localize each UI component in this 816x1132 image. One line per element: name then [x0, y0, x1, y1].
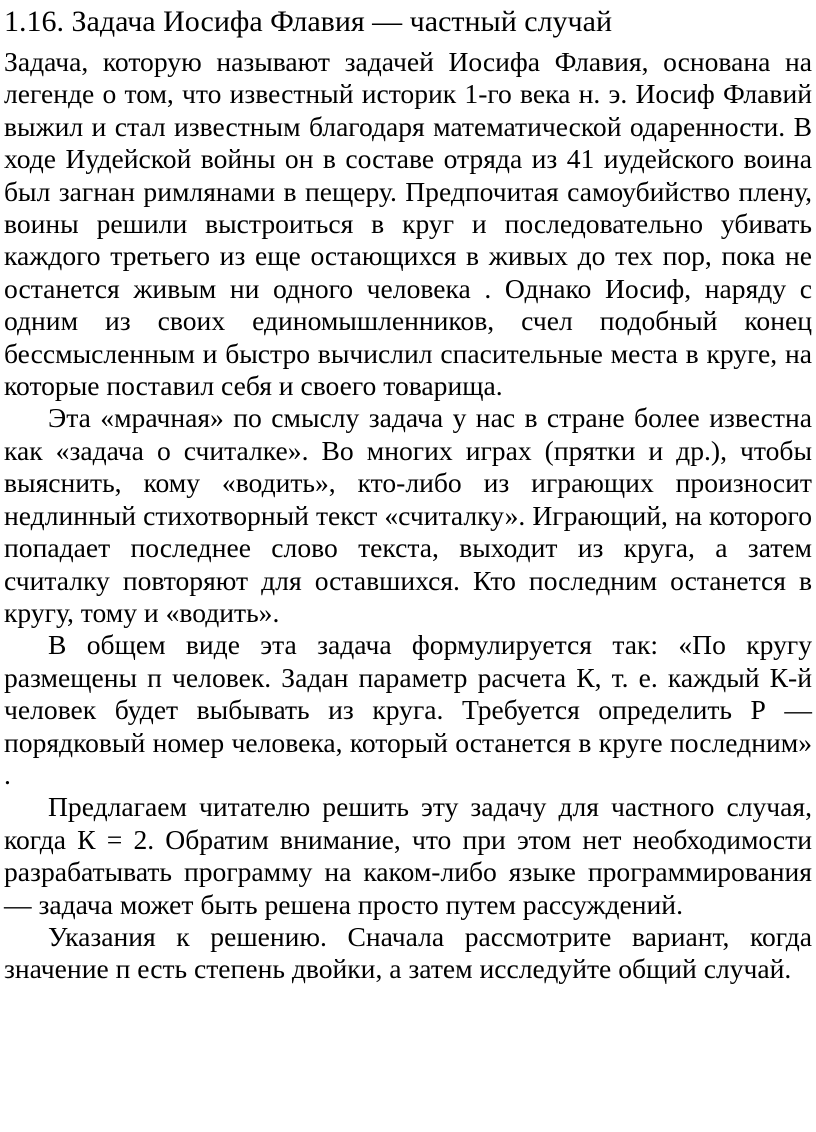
paragraph-general-formulation: В общем виде эта задача формулируется так: «По кругу размещены п человек. Задан параметр расчета К, т. е. каждый К-й человек будет выбывать из круга. Требуется определить Р — порядковый номер человека, который останется в круге последним» .: [4, 629, 812, 790]
paragraph-counting-rhyme: Эта «мрачная» по смыслу задача у нас в стране более известна как «задача о считалке». Во многих играх (прятки и др.), чтобы выяснить, кому «водить», кто-либо из играющих произносит недлинный стихотворный текст «считалку». Играющий, на которого попадает последнее слово текста, выходит из круга, а затем считалку повторяют для оставшихся. Кто последним останется в кругу, тому и «водить».: [4, 402, 812, 628]
paragraph-special-case: Предлагаем читателю решить эту задачу для частного случая, когда К = 2. Обратим внимание, что при этом нет необходимости разрабатывать программу на каком-либо языке программирования — задача может быть решена просто путем рассуждений.: [4, 791, 812, 920]
paragraph-hint: Указания к решению. Сначала рассмотрите вариант, когда значение п есть степень двойки, а затем исследуйте общий случай.: [4, 920, 812, 985]
section-title: 1.16. Задача Иосифа Флавия — частный случай: [4, 5, 613, 38]
paragraph-legend: Задача, которую называют задачей Иосифа Флавия, основана на легенде о том, что известный историк 1-го века н. э. Иосиф Флавий выжил и стал известным благодаря математической одаренности. В ходе Иудейской войны он в составе отряда из 41 иудейского воина был загнан римлянами в пещеру. Предпочитая самоубийство плену, воины решили выстроиться в круг и последовательно убивать каждого третьего из еще остающихся в живых до тех пор, пока не останется живым ни одного человека . Однако Иосиф, наряду с одним из своих единомышленников, счел подобный конец бессмысленным и быстро вычислил спасительные места в круге, на которые поставил себя и своего товарища.: [4, 46, 812, 402]
